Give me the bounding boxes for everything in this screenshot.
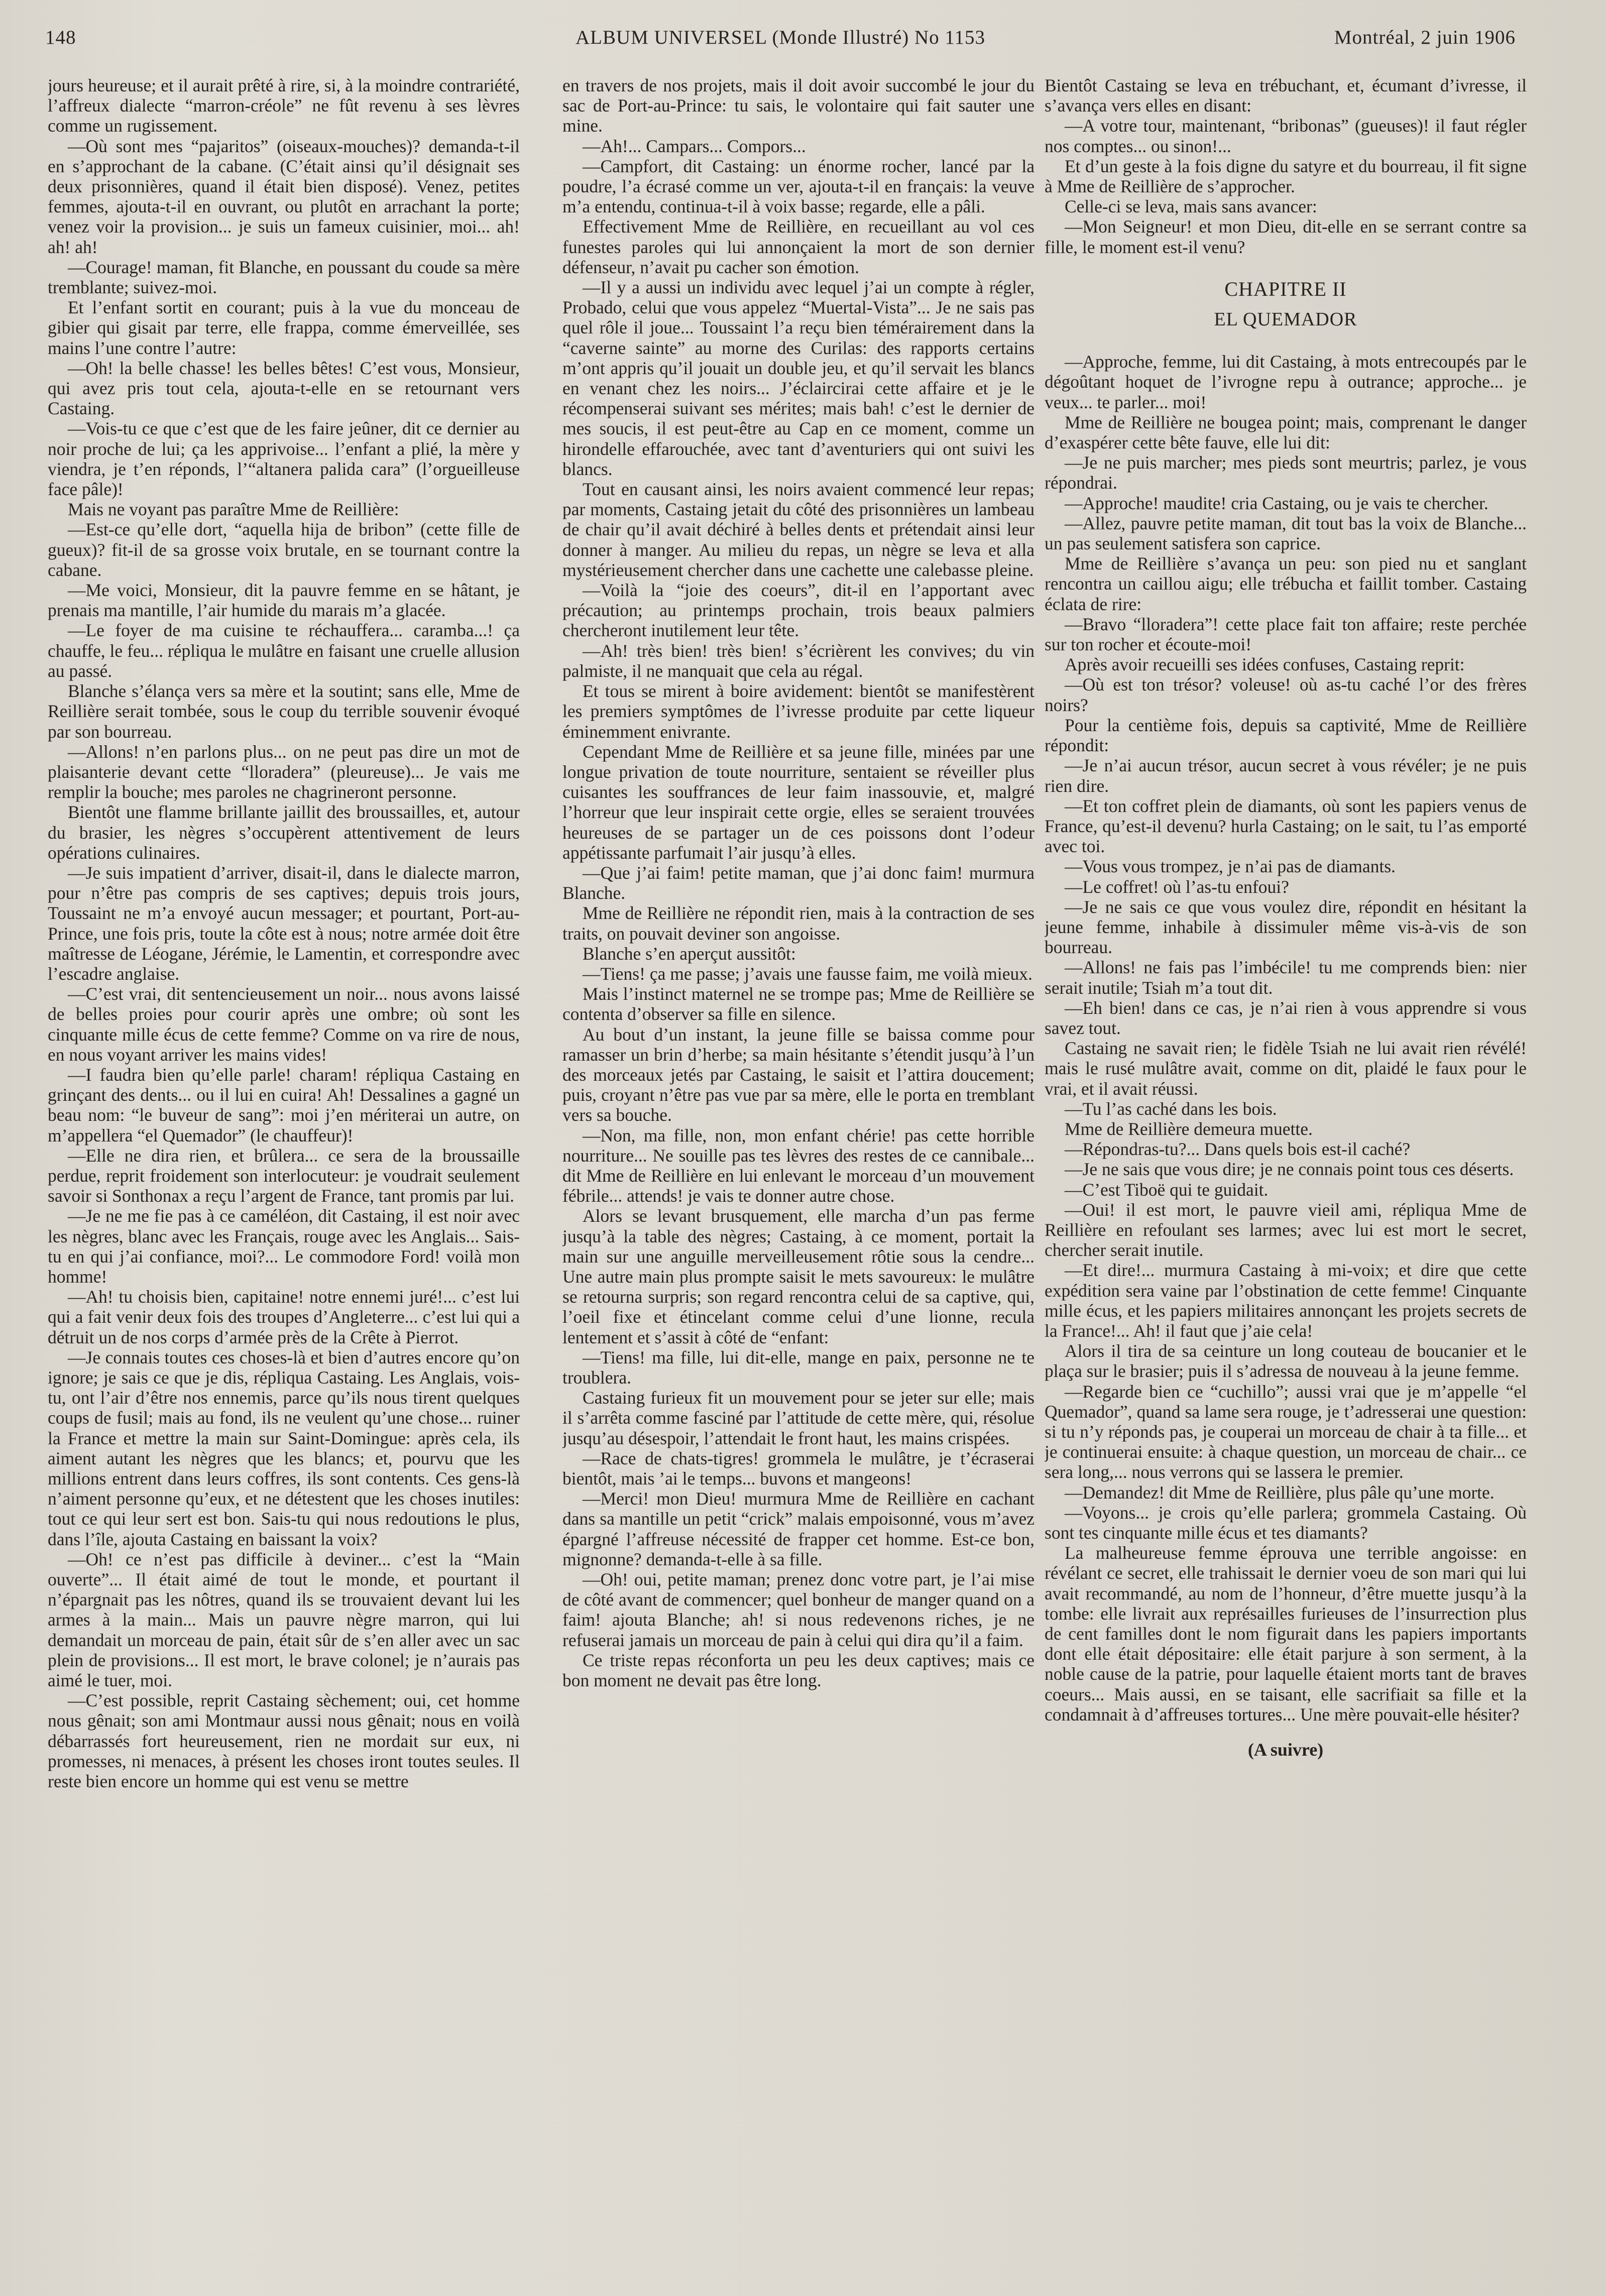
paragraph: —Approche, femme, lui dit Castaing, à mots entrecoupés par le dégoûtant hoquet de l’ivrogne repu à outrance; approche... je veux... te parler... moi!: [1045, 352, 1527, 412]
paragraph: Mais l’instinct maternel ne se trompe pas; Mme de Reillière se contenta d’observer sa fille en silence.: [562, 984, 1035, 1024]
issue-date: Montréal, 2 juin 1906: [1334, 27, 1516, 48]
paragraph: —Tu l’as caché dans les bois.: [1065, 1098, 1277, 1119]
paragraph: —Elle ne dira rien, et brûlera... ce sera de la broussaille perdue, reprit froidement son interlocuteur: je voudrait seulement savoir si Sonthonax a reçu l’argent de France, tant promis par lui.: [48, 1145, 520, 1206]
paragraph: —Le foyer de ma cuisine te réchauffera... caramba...! ça chauffe, le feu... répliqua le mulâtre en faisant une cruelle allusion au passé.: [48, 620, 520, 681]
paragraph: —Je suis impatient d’arriver, disait-il, dans le dialecte marron, pour n’être pas compris de ses captives; depuis trois jours, Toussaint ne m’a envoyé aucun messager; et pourtant, Port-au-Prince, une fois pris, toute la côte est à nous; notre armée doit être maîtresse de Léogane, Jérémie, le Lamentin, et correspondre avec l’escadre anglaise.: [48, 862, 520, 984]
paragraph: —Me voici, Monsieur, dit la pauvre femme en se hâtant, je prenais ma mantille, l’air humide du marais m’a glacée.: [48, 580, 520, 621]
page-number: 148: [45, 27, 76, 48]
paragraph: jours heureuse; et il aurait prêté à rire, si, à la moindre contrariété, l’affreux dialecte “marron-créole” ne fût revenu à ses lèvres comme un rugissement.: [48, 75, 520, 136]
paragraph: —Où est ton trésor? voleuse! où as-tu caché l’or des frères noirs?: [1045, 674, 1527, 715]
paragraph: —Courage! maman, fit Blanche, en poussant du coude sa mère tremblante; suivez-moi.: [48, 257, 520, 298]
paragraph: —C’est possible, reprit Castaing sèchement; oui, cet homme nous gênait; son ami Montmaur aussi nous gênait; nous en voilà débarrassés fort heureusement, rien ne mordait sur eux, ni promesses, ni menaces, à présent les choses iront toutes seules. Il reste bien encore un homme qui est venu se mettre: [48, 1690, 520, 1792]
paragraph: —Oui! il est mort, le pauvre vieil ami, répliqua Mme de Reillière en refoulant ses larmes; avec lui est mort le secret, chercher serait inutile.: [1045, 1199, 1527, 1260]
paragraph: —Où sont mes “pajaritos” (oiseaux-mouches)? demanda-t-il en s’approchant de la cabane. (C’était ainsi qu’il désignait ses deux prisonnières, quand il était bien disposé). Venez, petites femmes, ajouta-t-il en ouvrant, ou plutôt en arrachant la porte; venez voir la provision... je suis un fameux cuisinier, moi... ah! ah! ah!: [48, 136, 520, 257]
paragraph: Ce triste repas réconforta un peu les deux captives; mais ce bon moment ne devait pas être long.: [562, 1650, 1035, 1691]
paragraph: —Je ne sais ce que vous voulez dire, répondit en hésitant la jeune femme, inhabile à dissimuler même vis-à-vis de son bourreau.: [1045, 896, 1527, 958]
page-header: [45, 26, 1516, 56]
paragraph: —Allez, pauvre petite maman, dit tout bas la voix de Blanche... un pas seulement satisfera son caprice.: [1045, 513, 1527, 554]
paragraph: Et l’enfant sortit en courant; puis à la vue du monceau de gibier qui gisait par terre, elle frappa, comme émerveillée, ses mains l’une contre l’autre:: [48, 297, 520, 358]
paragraph: Et tous se mirent à boire avidement: bientôt se manifestèrent les premiers symptômes de l’ivresse produite par cette liqueur éminemment enivrante.: [562, 681, 1035, 742]
paragraph: —Je n’ai aucun trésor, aucun secret à vous révéler; je ne puis rien dire.: [1045, 755, 1527, 796]
paragraph: Bientôt Castaing se leva en trébuchant, et, écumant d’ivresse, il s’avança vers elles en disant:: [1045, 75, 1527, 116]
text-column-1: [48, 75, 520, 2280]
paragraph: —Est-ce qu’elle dort, “aquella hija de bribon” (cette fille de gueux)? fit-il de sa grosse voix brutale, en se tournant contre la cabane.: [48, 519, 520, 580]
paragraph: Mme de Reillière demeura muette.: [1065, 1118, 1313, 1139]
paragraph: —Oh! la belle chasse! les belles bêtes! C’est vous, Monsieur, qui avez pris tout cela, ajouta-t-elle en se retournant vers Castaing.: [48, 358, 520, 419]
paragraph: —Et ton coffret plein de diamants, où sont les papiers venus de France, qu’est-il devenu? hurla Castaing; on le sait, tu l’as emporté avec toi.: [1045, 795, 1527, 857]
paragraph: Tout en causant ainsi, les noirs avaient commencé leur repas; par moments, Castaing jetait du côté des prisonnières un lambeau de chair qu’il avait déchiré à belles dents et prétendait ainsi leur donner à manger. Au milieu du repas, un nègre se leva et alla mystérieusement chercher dans une cachette une calebasse pleine.: [562, 479, 1035, 580]
paragraph: —Voilà la “joie des coeurs”, dit-il en l’apportant avec précaution; au printemps prochain, trois beaux palmiers chercheront inutilement leur tête.: [562, 580, 1035, 641]
paragraph: La malheureuse femme éprouva une terrible angoisse: en révélant ce secret, elle trahissait le dernier voeu de son mari qui lui avait recommandé, au nom de l’honneur, d’être muette jusqu’à la tombe: elle livrait aux représailles furieuses de l’insurrection plus de cent familles dont le nom figurait dans les papiers importants dont elle était dépositaire: elle était parjure à son serment, à la noble cause de la patrie, pour laquelle étaient morts tant de braves coeurs... Mais aussi, en se taisant, elle sacrifiait sa fille et la condamnait à d’affreuses tortures... Une mère pouvait-elle hésiter?: [1045, 1543, 1527, 1725]
paragraph: Mme de Reillière s’avança un peu: son pied nu et sanglant rencontra un caillou aigu; elle trébucha et faillit tomber. Castaing éclata de rire:: [1045, 553, 1527, 614]
paragraph: Alors se levant brusquement, elle marcha d’un pas ferme jusqu’à la table des nègres; Castaing, à ce moment, portait la main sur une anguille merveilleusement rôtie sous la cendre... Une autre main plus prompte saisit le mets savoureux: le mulâtre se retourna surpris; son regard rencontra celui de sa captive, qui, l’oeil fixe et étincelant comme celui d’une lionne, recula lentement et s’assit à côté de “enfant:: [562, 1206, 1035, 1347]
paragraph: Celle-ci se leva, mais sans avancer:: [1065, 196, 1317, 217]
paragraph: —Je ne puis marcher; mes pieds sont meurtris; parlez, je vous répondrai.: [1045, 452, 1527, 493]
paragraph: —Que j’ai faim! petite maman, que j’ai donc faim! murmura Blanche.: [562, 862, 1035, 903]
paragraph: —Tiens! ma fille, lui dit-elle, mange en paix, personne ne te troublera.: [562, 1347, 1035, 1388]
paragraph: —C’est vrai, dit sentencieusement un noir... nous avons laissé de belles proies pour courir après une ombre; où sont les cinquante mille écus de cette femme? Comme on va rire de nous, en nous voyant arriver les mains vides!: [48, 984, 520, 1065]
paragraph: —Non, ma fille, non, mon enfant chérie! pas cette horrible nourriture... Ne souille pas tes lèvres des restes de ce cannibale... dit Mme de Reillière en lui enlevant le morceau d’un mouvement fébrile... attends! je vais te donner autre chose.: [562, 1125, 1035, 1206]
paragraph: Mme de Reillière ne répondit rien, mais à la contraction de ses traits, on pouvait deviner son angoisse.: [562, 903, 1035, 944]
paragraph: Mais ne voyant pas paraître Mme de Reillière:: [68, 499, 399, 520]
column-3-intro: [1045, 75, 1527, 257]
paragraph: —Ah! tu choisis bien, capitaine! notre ennemi juré!... c’est lui qui a fait venir deux fois des troupes d’Angleterre... c’est lui qui a détruit un de nos corps d’armée près de la Crête à Pierrot.: [48, 1287, 520, 1347]
paragraph: Castaing furieux fit un mouvement pour se jeter sur elle; mais il s’arrêta comme fasciné par l’attitude de cette mère, qui, résolue jusqu’au désespoir, l’attendait le front haut, les mains crispées.: [562, 1388, 1035, 1448]
paragraph: —Eh bien! dans ce cas, je n’ai rien à vous apprendre si vous savez tout.: [1045, 997, 1527, 1038]
paragraph: —Allons! n’en parlons plus... on ne peut pas dire un mot de plaisanterie devant cette “lloradera” (pleureuse)... Je vais me remplir la bouche; mes paroles ne chagrineront personne.: [48, 741, 520, 802]
text-column-2: [562, 75, 1035, 2280]
paragraph: —Tiens! ça me passe; j’avais une fausse faim, me voilà mieux.: [583, 963, 1033, 984]
paragraph: —Et dire!... murmura Castaing à mi-voix; et dire que cette expédition sera vaine par l’obstination de cette femme! Cinquante mille écus, et les papiers militaires annonçant les projets secrets de la France!... Ah! il faut que j’aie cela!: [1045, 1260, 1527, 1341]
paragraph: —Regarde bien ce “cuchillo”; aussi vrai que je m’appelle “el Quemador”, quand sa lame sera rouge, je t’adresserai une question: si tu n’y réponds pas, je couperai un morceau de chair à ta fille... et je continuerai ensuite: à chaque question, un morceau de chair... ce sera long,... nous verrons qui se lassera le premier.: [1045, 1381, 1527, 1482]
paragraph: —Voyons... je crois qu’elle parlera; grommela Castaing. Où sont tes cinquante mille écus et tes diamants?: [1045, 1502, 1527, 1543]
paragraph: —Mon Seigneur! et mon Dieu, dit-elle en se serrant contre sa fille, le moment est-il venu?: [1045, 216, 1527, 257]
paragraph: Et d’un geste à la fois digne du satyre et du bourreau, il fit signe à Mme de Reillière de s’approcher.: [1045, 156, 1527, 197]
paragraph: —Merci! mon Dieu! murmura Mme de Reillière en cachant dans sa mantille un petit “crick” malais empoisonné, vous m’avez épargné l’affreuse nécessité de frapper cet homme. Est-ce bon, mignonne? demanda-t-elle à sa fille.: [562, 1488, 1035, 1569]
paragraph: Au bout d’un instant, la jeune fille se baissa comme pour ramasser un brin d’herbe; sa main hésitante s’étendit jusqu’à l’un des morceaux jetés par Castaing, le saisit et l’attira doucement; puis, croyant n’être pas vue par sa mère, elle le porta en tremblant vers sa bouche.: [562, 1024, 1035, 1125]
paragraph: —Campfort, dit Castaing: un énorme rocher, lancé par la poudre, l’a écrasé comme un ver, ajouta-t-il en français: la veuve m’a entendu, continua-t-il à voix basse; regarde, elle a pâli.: [562, 156, 1035, 217]
paragraph: —Approche! maudite! cria Castaing, ou je vais te chercher.: [1065, 493, 1488, 513]
chapter-number: CHAPITRE II: [1224, 277, 1347, 300]
paragraph: —Vous vous trompez, je n’ai pas de diamants.: [1065, 856, 1396, 877]
paragraph: Mme de Reillière ne bougea point; mais, comprenant le danger d’exaspérer cette bête fauve, elle lui dit:: [1045, 412, 1527, 453]
paragraph: —C’est Tiboë qui te guidait.: [1065, 1179, 1269, 1200]
paragraph: Pour la centième fois, depuis sa captivité, Mme de Reillière répondit:: [1045, 715, 1527, 756]
paragraph: —I faudra bien qu’elle parle! charam! répliqua Castaing en grinçant des dents... ou il lui en cuira! Ah! Dessalines a gagné un beau nom: “le buveur de sang”: moi j’en mériterai un autre, on m’appellera “el Quemador” (le chauffeur)!: [48, 1064, 520, 1145]
paragraph: —Je ne me fie pas à ce caméléon, dit Castaing, il est noir avec les nègres, blanc avec les Français, rouge avec les Anglais... Sais-tu en qui j’ai confiance, moi?... Le commodore Ford! voilà mon homme!: [48, 1206, 520, 1287]
paragraph: —Je connais toutes ces choses-là et bien d’autres encore qu’on ignore; je sais ce que je dis, répliqua Castaing. Les Anglais, vois-tu, ont l’air d’être nos ennemis, parce qu’ils nous tirent quelques coups de fusil; mais au fond, ils ne veulent qu’une chose... ruiner la France et mettre la main sur Saint-Domingue: après cela, ils aiment autant les nègres que les blancs; et, pourvu que les millions entrent dans leurs coffres, ils sont contents. Ces gens-là n’aiment personne qu’eux, et ne détestent que les choses inutiles: tout ce qui leur sert est bon. Sais-tu qui nous redoutions le plus, dans l’île, ajouta Castaing en baissant la voix?: [48, 1347, 520, 1549]
paragraph: Effectivement Mme de Reillière, en recueillant au vol ces funestes paroles qui lui annonçaient la mort de son dernier défenseur, n’avait pu cacher son émotion.: [562, 216, 1035, 277]
paragraph: —Oh! ce n’est pas difficile à deviner... c’est la “Main ouverte”... Il était aimé de tout le monde, et pourtant il n’épargnait pas les nôtres, quand ils se trouvaient devant lui les armes à la main... Mais un pauvre nègre marron, qui lui demandait un morceau de pain, était sûr de s’en aller avec un sac plein de provisions... Il est mort, le brave colonel; je n’aurais pas aimé le tuer, moi.: [48, 1549, 520, 1691]
paragraph: —Je ne sais que vous dire; je ne connais point tous ces déserts.: [1065, 1159, 1514, 1180]
column-3-body: [1045, 352, 1527, 1725]
to-be-continued: (A suivre): [1247, 1740, 1324, 1760]
paragraph: Après avoir recueilli ses idées confuses, Castaing reprit:: [1065, 654, 1465, 675]
paragraph: —Ah! très bien! très bien! s’écrièrent les convives; du vin palmiste, il ne manquait que cela au régal.: [562, 640, 1035, 681]
paragraph: —Oh! oui, petite maman; prenez donc votre part, je l’ai mise de côté avant de commencer; quel bonheur de manger quand on a faim! ajouta Blanche; ah! si nous redevenons riches, je ne refuserai jamais un morceau de pain à celui qui dira qu’il a faim.: [562, 1569, 1035, 1650]
paragraph: Bientôt une flamme brillante jaillit des broussailles, et, autour du brasier, les nègres s’occupèrent attentivement de leurs opérations culinaires.: [48, 802, 520, 863]
paragraph: —Bravo “lloradera”! cette place fait ton affaire; reste perchée sur ton rocher et écoute-moi!: [1045, 614, 1527, 655]
paragraph: —Répondras-tu?... Dans quels bois est-il caché?: [1065, 1139, 1411, 1160]
text-column-3: [1045, 75, 1527, 2280]
paragraph: Alors il tira de sa ceinture un long couteau de boucanier et le plaça sur le brasier; puis il s’adressa de nouveau à la jeune femme.: [1045, 1341, 1527, 1382]
paragraph: Castaing ne savait rien; le fidèle Tsiah ne lui avait rien révélé! mais le rusé mulâtre avait, comme on dit, plaidé le faux pour le vrai, et il avait réussi.: [1045, 1038, 1527, 1099]
paragraph: —Demandez! dit Mme de Reillière, plus pâle qu’une morte.: [1065, 1482, 1495, 1503]
paragraph: —Le coffret! où l’as-tu enfoui?: [1065, 876, 1289, 897]
paragraph: —Allons! ne fais pas l’imbécile! tu me comprends bien: nier serait inutile; Tsiah m’a tout dit.: [1045, 957, 1527, 998]
paragraph: —Vois-tu ce que c’est que de les faire jeûner, dit ce dernier au noir proche de lui; ça les apprivoise... l’enfant a plié, la mère y viendra, je t’en réponds, l’“altanera palida cara” (l’orgueilleuse face pâle)!: [48, 418, 520, 500]
paragraph: Blanche s’élança vers sa mère et la soutint; sans elle, Mme de Reillière serait tombée, sous le coup du terrible souvenir évoqué par son bourreau.: [48, 681, 520, 742]
paragraph: —Race de chats-tigres! grommela le mulâtre, je t’écraserai bientôt, mais ’ai le temps... buvons et mangeons!: [562, 1448, 1035, 1489]
paragraph: en travers de nos projets, mais il doit avoir succombé le jour du sac de Port-au-Prince: tu sais, le volontaire qui fait sauter une mine.: [562, 75, 1035, 136]
paragraph: —Il y a aussi un individu avec lequel j’ai un compte à régler, Probado, celui que vous appelez “Muertal-Vista”... Je ne sais pas quel rôle il joue... Toussaint l’a reçu bien témérairement dans la “caverne sainte” au morne des Curilas: des rapports certains m’ont appris qu’il jouait un double jeu, et qu’il servait les blancs en venant chez les noirs... J’éclaircirai cette affaire et je le récompenserai suivant ses mérites; mais bah! c’est le dernier de mes soucis, il est peut-être au Cap en ce moment, comme un hirondelle effarouchée, avec tant d’aventuriers qui ont suivi les blancs.: [562, 277, 1035, 479]
paragraph: —A votre tour, maintenant, “bribonas” (gueuses)! il faut régler nos comptes... ou sinon!...: [1045, 116, 1527, 156]
paragraph: —Ah!... Campars... Compors...: [583, 136, 806, 156]
chapter-title: EL QUEMADOR: [1214, 309, 1357, 330]
publication-title: ALBUM UNIVERSEL (Monde Illustré) No 1153: [576, 27, 985, 48]
paragraph: Cependant Mme de Reillière et sa jeune fille, minées par une longue privation de toute nourriture, sentaient se réveiller plus cuisantes les souffrances de leur faim inassouvie, et, malgré l’horreur que leur inspirait cette orgie, elles se seraient trouvées heureuses de se partager un de ces poissons dont l’odeur appétissante parfumait l’air jusqu’à elles.: [562, 741, 1035, 863]
paragraph: Blanche s’en aperçut aussitôt:: [583, 943, 796, 964]
